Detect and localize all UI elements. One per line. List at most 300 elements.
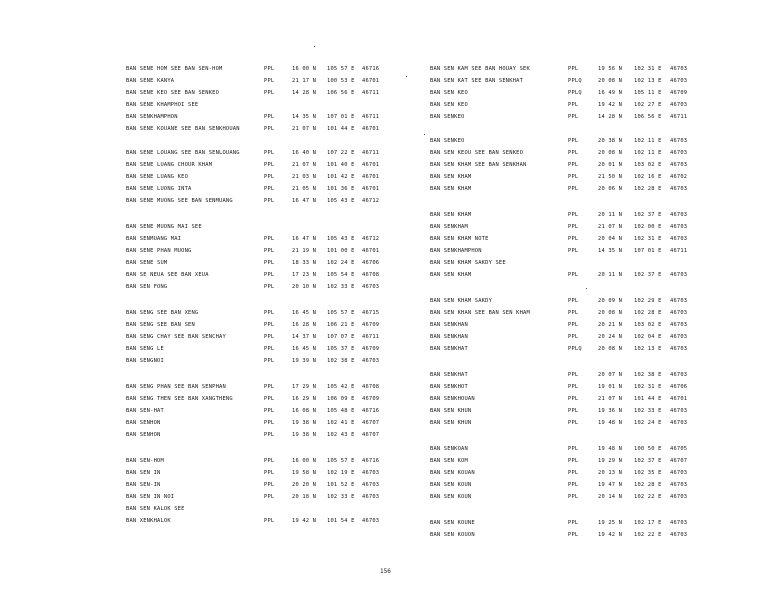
entry-class: PPL bbox=[264, 432, 275, 438]
entry-longitude: 102 31 E bbox=[634, 66, 662, 72]
entry-class: PPL bbox=[264, 408, 275, 414]
entry-code: 46711 bbox=[362, 150, 380, 156]
entry-class: PPL bbox=[264, 518, 275, 524]
entry-latitude: 20 01 N bbox=[598, 162, 623, 168]
entry-latitude: 21 07 N bbox=[598, 224, 623, 230]
entry-name: BAN SENKEO bbox=[430, 114, 465, 120]
entry-name: BAN SEN KHAM NOTE bbox=[430, 236, 489, 242]
entry-code: 46701 bbox=[362, 174, 380, 180]
entry-longitude: 105 54 E bbox=[327, 272, 355, 278]
entry-class: PPLQ bbox=[568, 346, 582, 352]
entry-longitude: 102 04 E bbox=[634, 334, 662, 340]
entry-class: PPL bbox=[568, 138, 579, 144]
entry-code: 46706 bbox=[362, 260, 380, 266]
entry-class: PPL bbox=[264, 162, 275, 168]
entry-longitude: 105 37 E bbox=[327, 346, 355, 352]
entry-longitude: 102 35 E bbox=[634, 470, 662, 476]
entry-name: BAN SENE MUONG MAI SEE bbox=[126, 224, 202, 230]
entry-longitude: 102 13 E bbox=[634, 346, 662, 352]
entry-latitude: 20 10 N bbox=[292, 284, 317, 290]
entry-longitude: 102 24 E bbox=[634, 420, 662, 426]
entry-name: BAN SENG CHAY SEE BAN SENCHAY bbox=[126, 334, 226, 340]
entry-class: PPL bbox=[568, 298, 579, 304]
entry-latitude: 16 40 N bbox=[292, 150, 317, 156]
entry-name: BAN SEN KHAM SEE BAN SENKHAN bbox=[430, 162, 527, 168]
entry-name: BAN SEN KAM SEE BAN HOUAY SEK bbox=[430, 66, 530, 72]
entry-latitude: 20 04 N bbox=[598, 236, 623, 242]
entry-longitude: 102 22 E bbox=[634, 494, 662, 500]
entry-class: PPL bbox=[568, 334, 579, 340]
entry-name: BAN SENE KEO SEE BAN SENKEO bbox=[126, 90, 220, 96]
entry-code: 46703 bbox=[670, 372, 688, 378]
entry-name: BAN SENE PHAN MUONG bbox=[126, 248, 192, 254]
entry-class: PPL bbox=[568, 470, 579, 476]
entry-longitude: 105 57 E bbox=[327, 310, 355, 316]
entry-name: BAN SENKEO bbox=[430, 138, 465, 144]
entry-longitude: 106 56 E bbox=[327, 90, 355, 96]
entry-name: BAN SENGNOI bbox=[126, 358, 164, 364]
entry-name: BAN SENG SEE BAN SEN bbox=[126, 322, 195, 328]
entry-name: BAN SEN KHAM bbox=[430, 272, 472, 278]
entry-class: PPL bbox=[568, 420, 579, 426]
entry-class: PPL bbox=[568, 408, 579, 414]
entry-latitude: 14 35 N bbox=[292, 114, 317, 120]
entry-latitude: 20 14 N bbox=[598, 494, 623, 500]
entry-latitude: 16 28 N bbox=[292, 322, 317, 328]
entry-latitude: 19 29 N bbox=[598, 458, 623, 464]
entry-code: 46701 bbox=[362, 78, 380, 84]
entry-name: BAN SEN FONG bbox=[126, 284, 168, 290]
entry-code: 46716 bbox=[362, 66, 380, 72]
entry-longitude: 102 27 E bbox=[634, 102, 662, 108]
entry-class: PPL bbox=[264, 236, 275, 242]
entry-code: 46703 bbox=[670, 150, 688, 156]
entry-longitude: 101 36 E bbox=[327, 186, 355, 192]
entry-longitude: 106 56 E bbox=[634, 114, 662, 120]
entry-longitude: 102 38 E bbox=[634, 372, 662, 378]
entry-code: 46703 bbox=[670, 346, 688, 352]
entry-name: BAN SENKHAT bbox=[430, 372, 468, 378]
entry-code: 46701 bbox=[670, 396, 688, 402]
entry-class: PPL bbox=[568, 186, 579, 192]
entry-latitude: 20 21 N bbox=[598, 322, 623, 328]
entry-class: PPL bbox=[568, 322, 579, 328]
entry-code: 46701 bbox=[362, 126, 380, 132]
speck-mark bbox=[314, 46, 315, 47]
entry-name: BAN SENKHAN bbox=[430, 322, 468, 328]
entry-code: 46703 bbox=[670, 298, 688, 304]
entry-class: PPL bbox=[264, 272, 275, 278]
speck-mark bbox=[424, 134, 425, 135]
entry-longitude: 102 19 E bbox=[327, 470, 355, 476]
entry-name: BAN SEN KOM bbox=[430, 458, 468, 464]
entry-longitude: 105 57 E bbox=[327, 66, 355, 72]
page-number: 156 bbox=[380, 568, 391, 575]
entry-latitude: 14 37 N bbox=[292, 334, 317, 340]
entry-name: BAN SENG PHAN SEE BAN SENPHAN bbox=[126, 384, 226, 390]
entry-latitude: 19 42 N bbox=[598, 532, 623, 538]
entry-code: 46702 bbox=[670, 174, 688, 180]
entry-latitude: 19 48 N bbox=[598, 446, 623, 452]
entry-latitude: 20 38 N bbox=[598, 138, 623, 144]
entry-name: BAN XENKHALOK bbox=[126, 518, 171, 524]
entry-class: PPL bbox=[264, 186, 275, 192]
entry-code: 46712 bbox=[362, 236, 380, 242]
entry-code: 46703 bbox=[670, 272, 688, 278]
entry-class: PPL bbox=[568, 150, 579, 156]
entry-class: PPL bbox=[264, 384, 275, 390]
entry-code: 46703 bbox=[670, 212, 688, 218]
entry-code: 46707 bbox=[670, 458, 688, 464]
entry-class: PPL bbox=[568, 446, 579, 452]
entry-latitude: 19 36 N bbox=[598, 408, 623, 414]
entry-code: 46708 bbox=[362, 384, 380, 390]
entry-latitude: 20 24 N bbox=[598, 334, 623, 340]
entry-name: BAN SEN KOUAN bbox=[430, 470, 475, 476]
entry-code: 46703 bbox=[670, 420, 688, 426]
entry-longitude: 102 24 E bbox=[327, 260, 355, 266]
entry-code: 46715 bbox=[362, 310, 380, 316]
entry-longitude: 102 31 E bbox=[634, 384, 662, 390]
entry-name: BAN SEN KALOK SEE bbox=[126, 506, 185, 512]
entry-code: 46716 bbox=[362, 408, 380, 414]
entry-name: BAN SEN KHAM bbox=[430, 174, 472, 180]
entry-name: BAN SEN KEO bbox=[430, 102, 468, 108]
entry-longitude: 102 29 E bbox=[634, 298, 662, 304]
entry-code: 46712 bbox=[362, 198, 380, 204]
entry-class: PPL bbox=[264, 322, 275, 328]
entry-latitude: 16 49 N bbox=[598, 90, 623, 96]
entry-name: BAN SE NEUA SEE BAN XEUA bbox=[126, 272, 209, 278]
entry-latitude: 19 39 N bbox=[292, 358, 317, 364]
entry-latitude: 21 07 N bbox=[292, 162, 317, 168]
entry-class: PPL bbox=[568, 224, 579, 230]
entry-latitude: 20 06 N bbox=[598, 186, 623, 192]
entry-longitude: 102 13 E bbox=[634, 78, 662, 84]
entry-code: 46703 bbox=[670, 520, 688, 526]
entry-latitude: 20 08 N bbox=[598, 310, 623, 316]
entry-class: PPL bbox=[264, 260, 275, 266]
entry-latitude: 18 33 N bbox=[292, 260, 317, 266]
entry-code: 46703 bbox=[670, 322, 688, 328]
entry-name: BAN SENE MUONG SEE BAN SENMUANG bbox=[126, 198, 233, 204]
entry-name: BAN SEN-HAT bbox=[126, 408, 164, 414]
entry-longitude: 106 21 E bbox=[327, 322, 355, 328]
entry-class: PPL bbox=[264, 90, 275, 96]
entry-latitude: 16 47 N bbox=[292, 198, 317, 204]
entry-latitude: 19 47 N bbox=[598, 482, 623, 488]
entry-longitude: 101 44 E bbox=[634, 396, 662, 402]
entry-longitude: 102 33 E bbox=[327, 494, 355, 500]
entry-latitude: 16 00 N bbox=[292, 458, 317, 464]
entry-longitude: 102 22 E bbox=[634, 532, 662, 538]
entry-longitude: 102 11 E bbox=[634, 138, 662, 144]
entry-latitude: 19 38 N bbox=[292, 420, 317, 426]
entry-name: BAN SEN KHAM SAKDY bbox=[430, 298, 493, 304]
entry-name: BAN SENE LUANG CHOUR KHAM bbox=[126, 162, 213, 168]
entry-class: PPL bbox=[568, 384, 579, 390]
entry-code: 46701 bbox=[362, 162, 380, 168]
entry-name: BAN SEN KOUNE bbox=[430, 520, 475, 526]
entry-class: PPL bbox=[568, 532, 579, 538]
entry-name: BAN SEN KHAM SAKDY SEE bbox=[430, 260, 506, 266]
entry-class: PPL bbox=[568, 248, 579, 254]
entry-code: 46703 bbox=[670, 482, 688, 488]
entry-class: PPL bbox=[264, 114, 275, 120]
entry-latitude: 21 03 N bbox=[292, 174, 317, 180]
entry-latitude: 20 08 N bbox=[598, 346, 623, 352]
entry-class: PPL bbox=[568, 114, 579, 120]
entry-code: 46703 bbox=[670, 138, 688, 144]
entry-code: 46708 bbox=[362, 272, 380, 278]
entry-longitude: 100 53 E bbox=[327, 78, 355, 84]
entry-class: PPL bbox=[568, 520, 579, 526]
entry-name: BAN SEN KEOU SEE BAN SENKEO bbox=[430, 150, 524, 156]
entry-latitude: 20 11 N bbox=[598, 272, 623, 278]
entry-name: BAN SEN KEO bbox=[430, 90, 468, 96]
entry-longitude: 102 43 E bbox=[327, 432, 355, 438]
entry-latitude: 16 45 N bbox=[292, 346, 317, 352]
entry-code: 46703 bbox=[362, 518, 380, 524]
entry-latitude: 20 09 N bbox=[598, 298, 623, 304]
entry-longitude: 102 11 E bbox=[634, 150, 662, 156]
entry-code: 46707 bbox=[362, 432, 380, 438]
entry-name: BAN SEN KOUN bbox=[430, 482, 472, 488]
entry-code: 46703 bbox=[670, 186, 688, 192]
entry-code: 46709 bbox=[362, 396, 380, 402]
entry-longitude: 101 54 E bbox=[327, 518, 355, 524]
entry-name: BAN SENE LUONG INTA bbox=[126, 186, 192, 192]
entry-longitude: 102 28 E bbox=[634, 186, 662, 192]
entry-code: 46703 bbox=[362, 284, 380, 290]
entry-longitude: 102 33 E bbox=[634, 408, 662, 414]
entry-code: 46703 bbox=[670, 66, 688, 72]
entry-name: BAN SENKHOT bbox=[430, 384, 468, 390]
entry-name: BAN SEN-HOM bbox=[126, 458, 164, 464]
entry-latitude: 21 05 N bbox=[292, 186, 317, 192]
entry-name: BAN SENE HOM SEE BAN SEN-HOM bbox=[126, 66, 223, 72]
entry-longitude: 102 37 E bbox=[634, 212, 662, 218]
entry-longitude: 101 40 E bbox=[327, 162, 355, 168]
entry-class: PPL bbox=[568, 174, 579, 180]
entry-code: 46703 bbox=[362, 358, 380, 364]
entry-code: 46711 bbox=[362, 114, 380, 120]
entry-longitude: 105 11 E bbox=[634, 90, 662, 96]
entry-latitude: 17 29 N bbox=[292, 384, 317, 390]
entry-latitude: 21 17 N bbox=[292, 78, 317, 84]
entry-longitude: 102 28 E bbox=[634, 482, 662, 488]
entry-code: 46711 bbox=[362, 90, 380, 96]
entry-longitude: 102 33 E bbox=[327, 284, 355, 290]
entry-latitude: 14 28 N bbox=[598, 114, 623, 120]
entry-name: BAN SENG THEN SEE BAN XANGTHENG bbox=[126, 396, 233, 402]
entry-name: BAN SENKHAN bbox=[430, 334, 468, 340]
entry-longitude: 105 57 E bbox=[327, 458, 355, 464]
entry-code: 46701 bbox=[362, 248, 380, 254]
entry-latitude: 16 08 N bbox=[292, 408, 317, 414]
entry-code: 46701 bbox=[362, 186, 380, 192]
entry-code: 46703 bbox=[670, 78, 688, 84]
entry-longitude: 102 17 E bbox=[634, 520, 662, 526]
entry-code: 46703 bbox=[670, 236, 688, 242]
entry-longitude: 106 09 E bbox=[327, 396, 355, 402]
entry-class: PPL bbox=[264, 358, 275, 364]
entry-name: BAN SENKHAMPHON bbox=[430, 248, 482, 254]
entry-longitude: 107 01 E bbox=[634, 248, 662, 254]
entry-class: PPL bbox=[264, 310, 275, 316]
entry-name: BAN SENKHAT bbox=[430, 346, 468, 352]
entry-name: BAN SENHON bbox=[126, 420, 161, 426]
entry-name: BAN SENG LE bbox=[126, 346, 164, 352]
entry-code: 46703 bbox=[670, 334, 688, 340]
entry-code: 46703 bbox=[362, 494, 380, 500]
entry-name: BAN SENE LUANG KEO bbox=[126, 174, 189, 180]
entry-class: PPL bbox=[264, 470, 275, 476]
entry-latitude: 14 35 N bbox=[598, 248, 623, 254]
entry-name: BAN SENE KOUANE SEE BAN SENKHOUAN bbox=[126, 126, 240, 132]
entry-longitude: 105 42 E bbox=[327, 384, 355, 390]
entry-latitude: 20 18 N bbox=[292, 494, 317, 500]
entry-code: 46703 bbox=[362, 470, 380, 476]
entry-code: 46709 bbox=[362, 322, 380, 328]
entry-class: PPL bbox=[264, 66, 275, 72]
entry-latitude: 19 58 N bbox=[292, 470, 317, 476]
entry-latitude: 21 07 N bbox=[292, 126, 317, 132]
entry-longitude: 102 37 E bbox=[634, 458, 662, 464]
entry-longitude: 101 42 E bbox=[327, 174, 355, 180]
entry-longitude: 102 28 E bbox=[634, 310, 662, 316]
entry-code: 46709 bbox=[362, 346, 380, 352]
entry-class: PPLQ bbox=[568, 78, 582, 84]
entry-name: BAN SEN KHUN bbox=[430, 408, 472, 414]
entry-name: BAN SENKHOUAN bbox=[430, 396, 475, 402]
entry-code: 46703 bbox=[670, 102, 688, 108]
entry-code: 46711 bbox=[670, 248, 688, 254]
entry-name: BAN SEN IN bbox=[126, 470, 161, 476]
entry-name: BAN SENE LOUANG SEE BAN SENLOUANG bbox=[126, 150, 240, 156]
entry-name: BAN SENE KANYA bbox=[126, 78, 175, 84]
entry-class: PPL bbox=[568, 162, 579, 168]
entry-name: BAN SEN IN NOI bbox=[126, 494, 175, 500]
entry-class: PPL bbox=[264, 284, 275, 290]
entry-longitude: 107 01 E bbox=[327, 114, 355, 120]
entry-class: PPL bbox=[568, 482, 579, 488]
entry-latitude: 19 42 N bbox=[598, 102, 623, 108]
entry-class: PPL bbox=[264, 150, 275, 156]
entry-longitude: 101 52 E bbox=[327, 482, 355, 488]
entry-longitude: 103 02 E bbox=[634, 162, 662, 168]
entry-class: PPL bbox=[264, 396, 275, 402]
entry-class: PPL bbox=[264, 334, 275, 340]
entry-class: PPL bbox=[264, 420, 275, 426]
entry-longitude: 102 37 E bbox=[634, 272, 662, 278]
entry-code: 46705 bbox=[670, 446, 688, 452]
entry-class: PPL bbox=[568, 396, 579, 402]
entry-longitude: 102 16 E bbox=[634, 174, 662, 180]
entry-class: PPL bbox=[264, 346, 275, 352]
entry-name: BAN SENKHAMPHON bbox=[126, 114, 178, 120]
entry-longitude: 102 38 E bbox=[327, 358, 355, 364]
entry-class: PPL bbox=[264, 482, 275, 488]
speck-mark bbox=[586, 288, 587, 289]
entry-code: 46703 bbox=[670, 310, 688, 316]
entry-class: PPL bbox=[264, 174, 275, 180]
entry-longitude: 100 50 E bbox=[634, 446, 662, 452]
entry-latitude: 21 19 N bbox=[292, 248, 317, 254]
entry-latitude: 14 28 N bbox=[292, 90, 317, 96]
entry-code: 46703 bbox=[670, 470, 688, 476]
entry-longitude: 105 48 E bbox=[327, 408, 355, 414]
entry-code: 46707 bbox=[362, 420, 380, 426]
entry-name: BAN SEN KOUON bbox=[430, 532, 475, 538]
entry-code: 46706 bbox=[670, 384, 688, 390]
entry-name: BAN SENKHAM bbox=[430, 224, 468, 230]
entry-longitude: 105 43 E bbox=[327, 198, 355, 204]
entry-latitude: 17 23 N bbox=[292, 272, 317, 278]
entry-class: PPL bbox=[264, 458, 275, 464]
entry-class: PPL bbox=[264, 198, 275, 204]
entry-latitude: 20 13 N bbox=[598, 470, 623, 476]
entry-name: BAN SEN KHAM bbox=[430, 186, 472, 192]
entry-latitude: 20 07 N bbox=[598, 372, 623, 378]
entry-code: 46703 bbox=[670, 408, 688, 414]
entry-class: PPLQ bbox=[568, 90, 582, 96]
entry-latitude: 19 38 N bbox=[292, 432, 317, 438]
entry-longitude: 102 41 E bbox=[327, 420, 355, 426]
entry-class: PPL bbox=[568, 372, 579, 378]
entry-name: BAN SENE SUM bbox=[126, 260, 168, 266]
entry-class: PPL bbox=[568, 494, 579, 500]
entry-code: 46703 bbox=[670, 224, 688, 230]
entry-latitude: 20 11 N bbox=[598, 212, 623, 218]
entry-longitude: 102 31 E bbox=[634, 236, 662, 242]
entry-class: PPL bbox=[568, 212, 579, 218]
entry-name: BAN SENG SEE BAN XENG bbox=[126, 310, 199, 316]
entry-latitude: 20 08 N bbox=[598, 78, 623, 84]
entry-name: BAN SEN KHUN bbox=[430, 420, 472, 426]
entry-name: BAN SENHON bbox=[126, 432, 161, 438]
entry-code: 46703 bbox=[362, 482, 380, 488]
entry-class: PPL bbox=[568, 272, 579, 278]
entry-code: 46711 bbox=[362, 334, 380, 340]
entry-code: 46709 bbox=[670, 90, 688, 96]
entry-name: BAN SENKOAN bbox=[430, 446, 468, 452]
entry-longitude: 105 43 E bbox=[327, 236, 355, 242]
entry-name: BAN SEN KHAN SEE BAN SEN KHAM bbox=[430, 310, 530, 316]
entry-longitude: 103 02 E bbox=[634, 322, 662, 328]
entry-class: PPL bbox=[568, 236, 579, 242]
entry-class: PPL bbox=[264, 126, 275, 132]
entry-latitude: 19 48 N bbox=[598, 420, 623, 426]
entry-latitude: 19 56 N bbox=[598, 66, 623, 72]
entry-longitude: 107 22 E bbox=[327, 150, 355, 156]
entry-name: BAN SEN-IN bbox=[126, 482, 161, 488]
entry-latitude: 21 07 N bbox=[598, 396, 623, 402]
entry-latitude: 19 42 N bbox=[292, 518, 317, 524]
entry-latitude: 16 29 N bbox=[292, 396, 317, 402]
entry-longitude: 101 44 E bbox=[327, 126, 355, 132]
speck-mark bbox=[406, 76, 407, 77]
entry-class: PPL bbox=[568, 102, 579, 108]
entry-latitude: 19 25 N bbox=[598, 520, 623, 526]
entry-name: BAN SEN KHAM bbox=[430, 212, 472, 218]
entry-code: 46703 bbox=[670, 162, 688, 168]
entry-longitude: 102 00 E bbox=[634, 224, 662, 230]
entry-latitude: 16 47 N bbox=[292, 236, 317, 242]
entry-latitude: 20 08 N bbox=[598, 150, 623, 156]
entry-latitude: 16 45 N bbox=[292, 310, 317, 316]
entry-class: PPL bbox=[568, 66, 579, 72]
